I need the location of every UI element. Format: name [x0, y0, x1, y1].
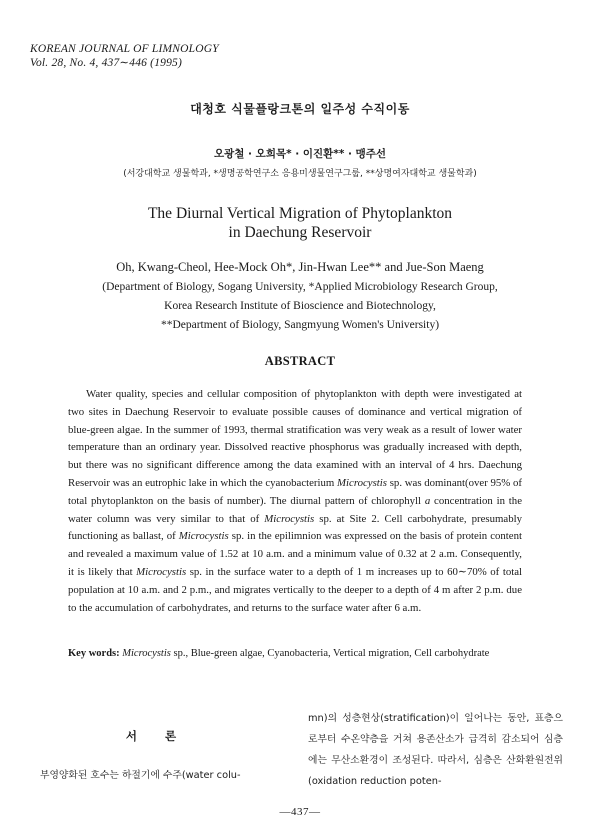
english-title-line-1: The Diurnal Vertical Migration of Phytoplankton	[147, 205, 453, 222]
intro-left-column: 부영양화된 호수는 하절기에 수주(water colu-	[40, 770, 241, 781]
abstract-text-1: Water quality, species and cellular composition of phytoplankton with depth were investigated at two sites in Daechung Reservoir to evaluate possible causes of dominance and vertical migration of blue-green algae. In the summer of 1993, thermal stratification was very weak as a result of lower water temperature than an ordinary year. Dissolved reactive phosphorus was gradually increased with depth, but there was no significant difference among the data examined with an interval of 4 hrs. Daechung Reservoir was an eutrophic lake in which the cyanobacterium	[68, 388, 522, 489]
abstract-text-3: concentration in the water column was very similar to that of	[68, 494, 522, 525]
english-title-line-2: in Daechung Reservoir	[228, 224, 372, 241]
page-number: —437—	[279, 806, 321, 818]
affiliation-line-2: Korea Research Institute of Bioscience and Biotechnology,	[164, 300, 436, 312]
english-authors: Oh, Kwang-Cheol, Hee-Mock Oh*, Jin-Hwan Lee** and Jue-Son Maeng	[116, 260, 484, 274]
keywords-label: Key words:	[68, 648, 120, 659]
keywords	[68, 645, 580, 662]
chlorophyll-a-label: a	[424, 494, 431, 507]
abstract-heading: ABSTRACT	[264, 354, 336, 368]
english-affiliations	[0, 278, 600, 335]
genus-name: Microcystis	[136, 565, 187, 578]
keyword-genus: Microcystis	[122, 648, 171, 659]
korean-title: 대청호 식물플랑크톤의 일주성 수직이동	[190, 102, 410, 116]
korean-authors: 오광철 · 오희목* · 이진환** · 맹주선	[213, 148, 387, 160]
abstract-text-2: sp. was dominant(over 95% of total phytoplankton on the basis of number). The diurnal pattern of chlorophyll	[68, 476, 523, 507]
intro-right-column: mn)의 성층현상(stratification)이 일어나는 동안, 표층으로부터 수온약층을 거쳐 용존산소가 급격히 감소되어 심층에는 무산소환경이 조성된다. 따라서, 심층은 산화환원전위(oxidation reduction poten-	[308, 713, 563, 787]
genus-name: Microcystis	[178, 530, 229, 543]
abstract-text-6: sp. in the surface water to a depth of 1 m increases up to 60∼70% of total population at 10 a.m. and 2 p.m., and migrates vertically to the deeper to a depth of 4 m after 2 p.m. due to the accumulation of carbohydrates, and returns to the surface water after 6 a.m.	[68, 565, 523, 614]
journal-volume: Vol. 28, No. 4, 437∼446 (1995)	[30, 57, 183, 69]
keywords-list: sp., Blue-green algae, Cyanobacteria, Vertical migration, Cell carbohydrate	[170, 648, 490, 659]
korean-affiliations: (서강대학교 생물학과, *생명공학연구소 응용미생물연구그룹, **상명여자대학교 생물학과)	[123, 169, 477, 179]
affiliation-line-3: **Department of Biology, Sangmyung Women's University)	[160, 319, 440, 331]
intro-heading: 서론	[125, 729, 205, 743]
english-title	[0, 204, 600, 242]
genus-name: Microcystis	[264, 512, 315, 525]
journal-citation	[30, 42, 219, 70]
affiliation-line-1: (Department of Biology, Sogang University, *Applied Microbiology Research Group,	[102, 281, 498, 293]
abstract-body	[68, 386, 522, 617]
genus-name: Microcystis	[337, 476, 388, 489]
journal-name: KOREAN JOURNAL OF LIMNOLOGY	[30, 43, 219, 55]
abstract-text-5: sp. in the epilimnion was expressed on the basis of protein content and revealed a maximum value of 1.52 at 10 a.m. and a minimum value of 0.32 at 2 a.m. Consequently, it is likely that	[68, 530, 522, 578]
abstract-text-4: sp. at Site 2. Cell carbohydrate, presumably functioning as ballast, of	[68, 512, 522, 543]
